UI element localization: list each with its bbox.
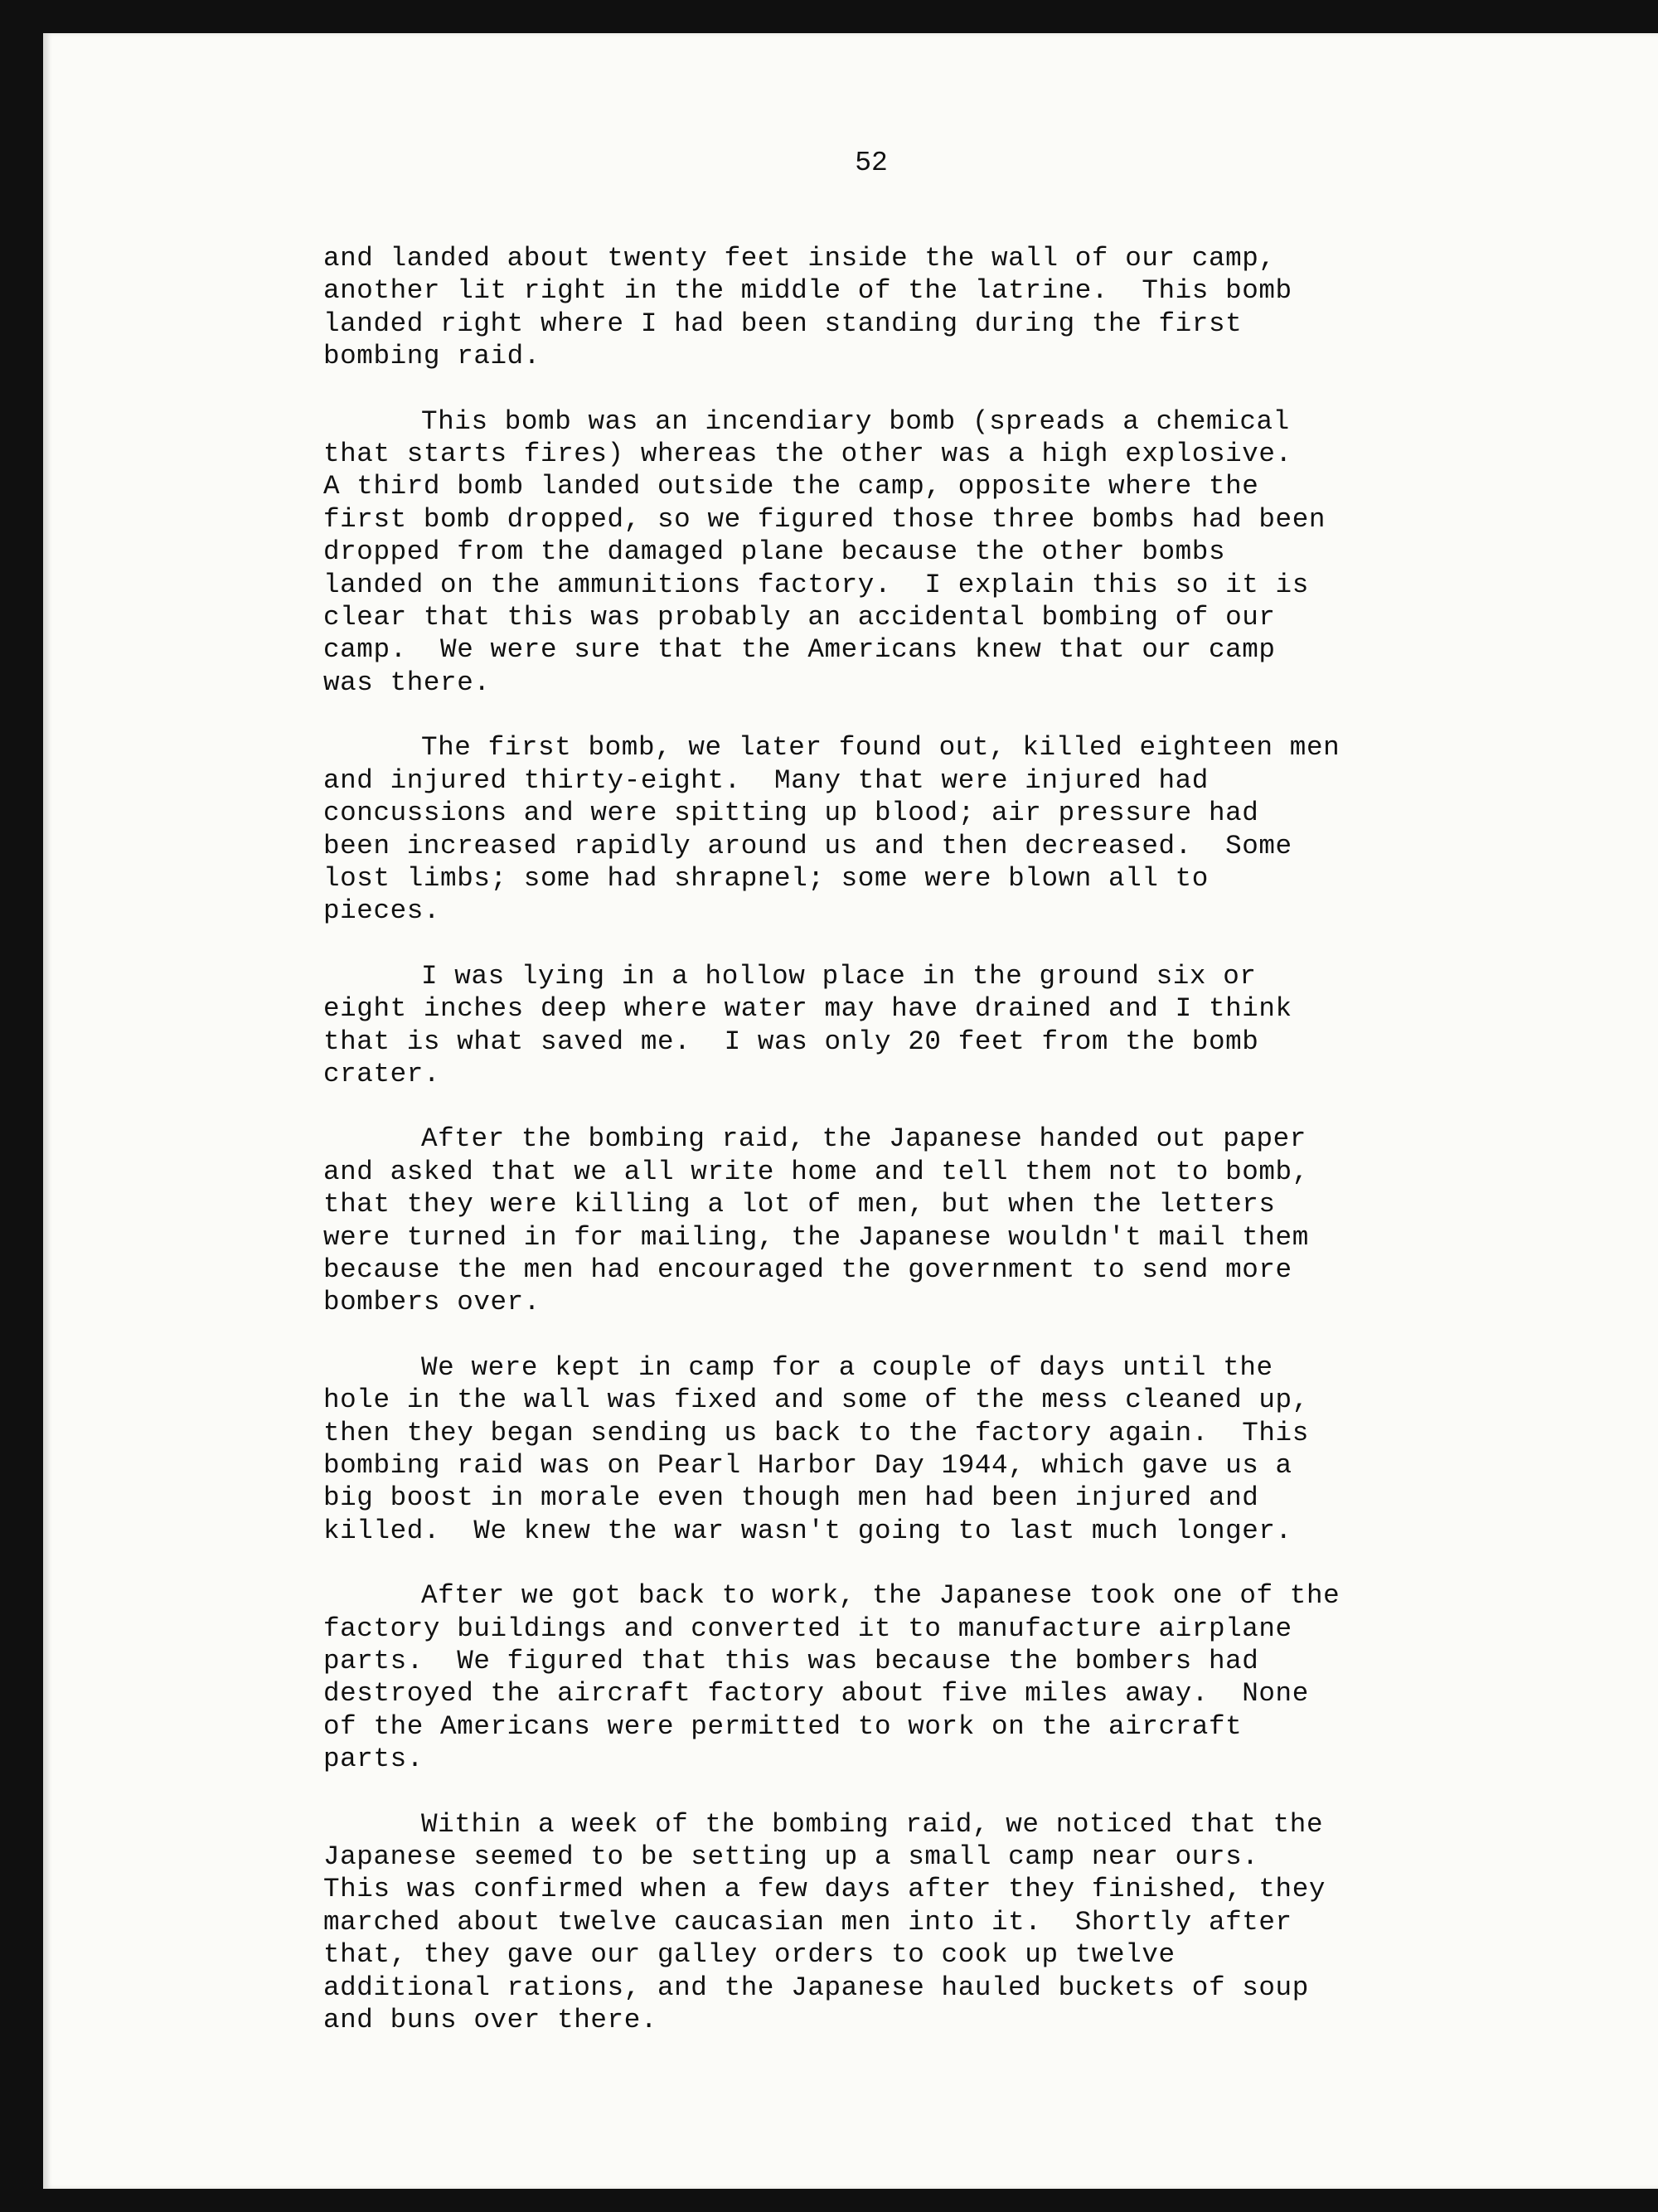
paragraph [323, 1351, 1567, 1547]
text-line: and injured thirty-eight. Many that were injured had [323, 764, 1209, 796]
text-line: Japanese seemed to be setting up a small camp near ours. [323, 1841, 1259, 1873]
text-line: parts. We figured that this was because the bombers had [323, 1646, 1259, 1677]
text-line: camp. We were sure that the Americans knew that our camp [323, 634, 1276, 666]
text-line: hole in the wall was fixed and some of the mess cleaned up, [323, 1385, 1309, 1416]
text-line: then they began sending us back to the factory again. This [323, 1417, 1309, 1448]
text-line: because the men had encouraged the government to send more [323, 1254, 1292, 1285]
text-line: The first bomb, we later found out, killed eighteen men [421, 732, 1340, 764]
text-line: clear that this was probably an accidental bombing of our [323, 602, 1276, 633]
text-line: landed right where I had been standing during the first [323, 308, 1243, 339]
page-number: 52 [855, 148, 888, 178]
paragraph [323, 731, 1567, 927]
paragraph [323, 242, 1567, 373]
text-line: factory buildings and converted it to manufacture airplane [323, 1613, 1292, 1644]
text-line: This was confirmed when a few days after they finished, they [323, 1874, 1326, 1905]
text-line: A third bomb landed outside the camp, opposite where the [323, 471, 1259, 502]
text-line: concussions and were spitting up blood; air pressure had [323, 798, 1259, 829]
body-text [323, 242, 1567, 2069]
paragraph [323, 1123, 1567, 1318]
text-line: We were kept in camp for a couple of days until the [421, 1351, 1273, 1383]
paragraph [323, 1579, 1567, 1775]
text-line: marched about twelve caucasian men into it. Shortly after [323, 1906, 1292, 1938]
text-line: of the Americans were permitted to work on the aircraft [323, 1710, 1243, 1742]
text-line: Within a week of the bombing raid, we noticed that the [421, 1808, 1324, 1840]
text-line: eight inches deep where water may have drained and I think [323, 993, 1292, 1025]
text-line: crater. [323, 1058, 441, 1089]
text-line: I was lying in a hollow place in the ground six or [421, 960, 1257, 992]
text-line: that they were killing a lot of men, but when the letters [323, 1189, 1276, 1220]
paragraph [323, 405, 1567, 700]
text-line: killed. We knew the war wasn't going to last much longer. [323, 1515, 1292, 1546]
text-line: bombers over. [323, 1287, 541, 1318]
text-line: pieces. [323, 895, 441, 927]
paragraph [323, 1808, 1567, 2037]
text-line: After we got back to work, the Japanese took one of the [421, 1580, 1340, 1612]
text-line: were turned in for mailing, the Japanese wouldn't mail them [323, 1221, 1309, 1253]
text-line: destroyed the aircraft factory about five miles away. None [323, 1678, 1309, 1710]
text-line: that starts fires) whereas the other was a high explosive. [323, 439, 1292, 470]
text-line: and landed about twenty feet inside the wall of our camp, [323, 243, 1276, 274]
text-line: bombing raid was on Pearl Harbor Day 1944, which gave us a [323, 1450, 1292, 1481]
text-line: parts. [323, 1744, 424, 1775]
text-line: was there. [323, 667, 491, 698]
text-line: that is what saved me. I was only 20 feet from the bomb [323, 1026, 1259, 1057]
text-line: been increased rapidly around us and then decreased. Some [323, 830, 1292, 861]
document-page [43, 33, 1658, 2189]
text-line: that, they gave our galley orders to cook up twelve [323, 1939, 1176, 1971]
text-line: This bomb was an incendiary bomb (spreads a chemical [421, 405, 1290, 437]
text-line: first bomb dropped, so we figured those three bombs had been [323, 503, 1326, 535]
text-line: bombing raid. [323, 341, 541, 372]
text-line: After the bombing raid, the Japanese handed out paper [421, 1123, 1307, 1155]
text-line: additional rations, and the Japanese hauled buckets of soup [323, 1972, 1309, 2003]
text-line: landed on the ammunitions factory. I explain this so it is [323, 569, 1309, 600]
text-line: dropped from the damaged plane because the other bombs [323, 536, 1226, 568]
text-line: lost limbs; some had shrapnel; some were blown all to [323, 862, 1209, 894]
text-line: big boost in morale even though men had been injured and [323, 1482, 1259, 1514]
paragraph [323, 960, 1567, 1091]
text-line: another lit right in the middle of the latrine. This bomb [323, 275, 1292, 307]
text-line: and buns over there. [323, 2005, 658, 2036]
text-line: and asked that we all write home and tell them not to bomb, [323, 1156, 1309, 1187]
